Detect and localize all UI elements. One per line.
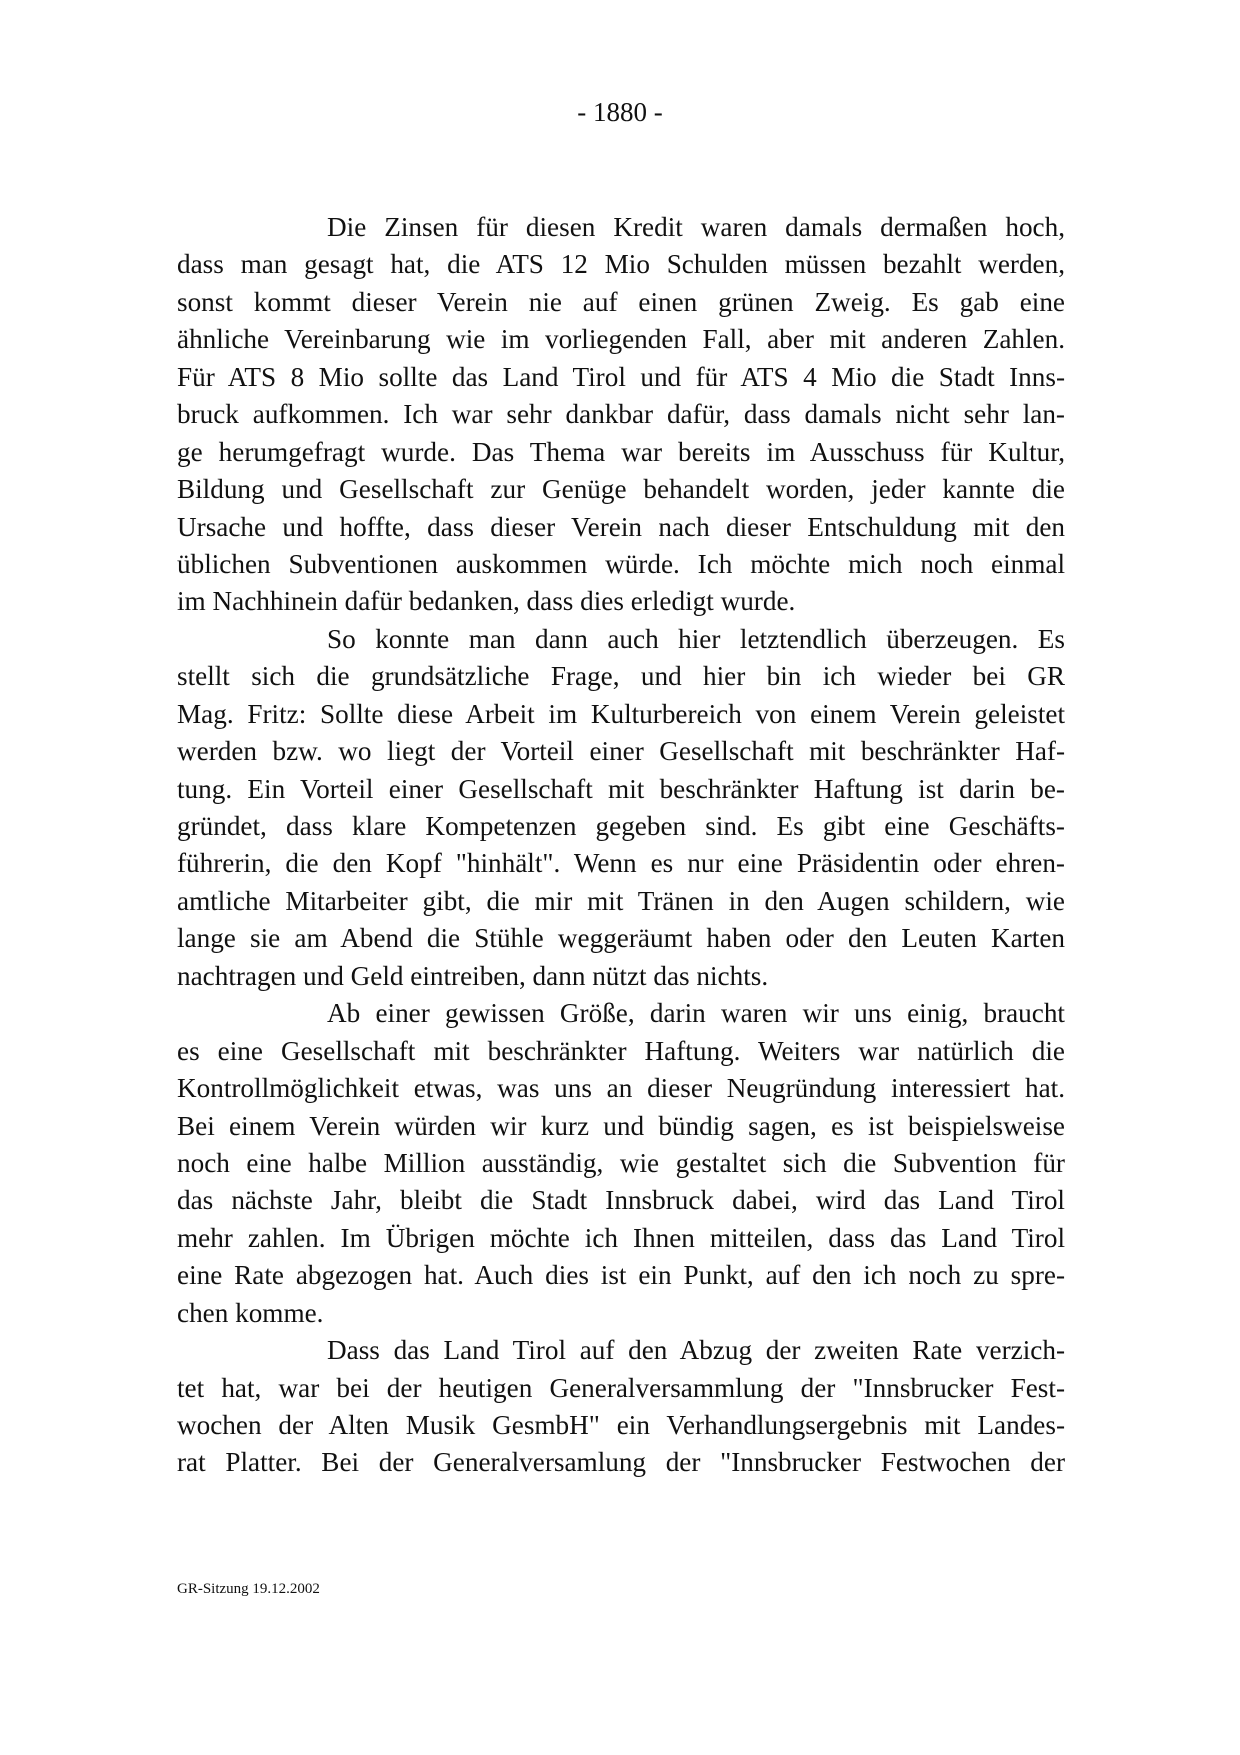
paragraph: [177, 1332, 1065, 1482]
paragraph-line: Mag. Fritz: Sollte diese Arbeit im Kulturbereich von einem Verein geleistet: [177, 698, 1065, 729]
paragraph-line: Bildung und Gesellschaft zur Genüge behandelt worden, jeder kannte die: [177, 474, 1065, 505]
body-text: [177, 209, 1065, 1482]
paragraph: [177, 995, 1065, 1332]
paragraph-line: werden bzw. wo liegt der Vorteil einer Gesellschaft mit beschränkter Haf-: [177, 736, 1065, 767]
paragraph-line: rat Platter. Bei der Generalversamlung der "Innsbrucker Festwochen der: [177, 1447, 1065, 1478]
paragraph-line: gründet, dass klare Kompetenzen gegeben sind. Es gibt eine Geschäfts-: [177, 811, 1065, 841]
paragraph-line: Dass das Land Tirol auf den Abzug der zweiten Rate verzich-: [327, 1335, 1065, 1366]
paragraph-line: chen komme.: [177, 1297, 324, 1328]
paragraph-line: Bei einem Verein würden wir kurz und bündig sagen, es ist beispielsweise: [177, 1110, 1065, 1141]
paragraph-line: führerin, die den Kopf "hinhält". Wenn es nur eine Präsidentin oder ehren-: [177, 848, 1065, 879]
page-number: - 1880 -: [577, 97, 663, 127]
footer-session-date: GR-Sitzung 19.12.2002: [177, 1581, 320, 1597]
paragraph-line: im Nachhinein dafür bedanken, dass dies erledigt wurde.: [177, 586, 796, 617]
paragraph-line: das nächste Jahr, bleibt die Stadt Innsbruck dabei, wird das Land Tirol: [177, 1185, 1065, 1216]
paragraph-line: noch eine halbe Million ausständig, wie gestaltet sich die Subvention für: [177, 1147, 1065, 1178]
paragraph-line: Die Zinsen für diesen Kredit waren damals dermaßen hoch,: [327, 212, 1065, 242]
paragraph-line: Für ATS 8 Mio sollte das Land Tirol und für ATS 4 Mio die Stadt Inns-: [177, 361, 1065, 392]
paragraph-line: eine Rate abgezogen hat. Auch dies ist ein Punkt, auf den ich noch zu spre-: [177, 1260, 1065, 1291]
paragraph-line: Ursache und hoffte, dass dieser Verein nach dieser Entschuldung mit den: [177, 511, 1065, 542]
paragraph: [177, 209, 1065, 621]
paragraph-line: wochen der Alten Musik GesmbH" ein Verhandlungsergebnis mit Landes-: [177, 1410, 1065, 1440]
paragraph-line: lange sie am Abend die Stühle weggeräumt haben oder den Leuten Karten: [177, 923, 1065, 954]
paragraph-line: amtliche Mitarbeiter gibt, die mir mit Tränen in den Augen schildern, wie: [177, 885, 1065, 916]
paragraph-line: üblichen Subventionen auskommen würde. Ich möchte mich noch einmal: [177, 548, 1065, 579]
paragraph-line: dass man gesagt hat, die ATS 12 Mio Schulden müssen bezahlt werden,: [177, 249, 1065, 280]
paragraph-line: ge herumgefragt wurde. Das Thema war bereits im Ausschuss für Kultur,: [177, 436, 1065, 467]
paragraph-line: So konnte man dann auch hier letztendlich überzeugen. Es: [327, 623, 1065, 654]
paragraph-line: ähnliche Vereinbarung wie im vorliegenden Fall, aber mit anderen Zahlen.: [177, 324, 1065, 355]
paragraph-line: nachtragen und Geld eintreiben, dann nützt das nichts.: [177, 960, 769, 991]
paragraph-line: stellt sich die grundsätzliche Frage, und hier bin ich wieder bei GR: [177, 661, 1065, 692]
paragraph-line: bruck aufkommen. Ich war sehr dankbar dafür, dass damals nicht sehr lan-: [177, 399, 1065, 430]
paragraph-line: es eine Gesellschaft mit beschränkter Haftung. Weiters war natürlich die: [177, 1035, 1065, 1066]
paragraph-line: mehr zahlen. Im Übrigen möchte ich Ihnen mitteilen, dass das Land Tirol: [177, 1222, 1065, 1253]
paragraph-line: tet hat, war bei der heutigen Generalversammlung der "Innsbrucker Fest-: [177, 1372, 1065, 1403]
paragraph-line: sonst kommt dieser Verein nie auf einen grünen Zweig. Es gab eine: [177, 286, 1065, 317]
paragraph-line: Kontrollmöglichkeit etwas, was uns an dieser Neugründung interessiert hat.: [177, 1073, 1065, 1104]
paragraph-line: tung. Ein Vorteil einer Gesellschaft mit beschränkter Haftung ist darin be-: [177, 773, 1065, 804]
paragraph-line: Ab einer gewissen Größe, darin waren wir uns einig, braucht: [327, 998, 1065, 1029]
paragraph: [177, 621, 1065, 995]
